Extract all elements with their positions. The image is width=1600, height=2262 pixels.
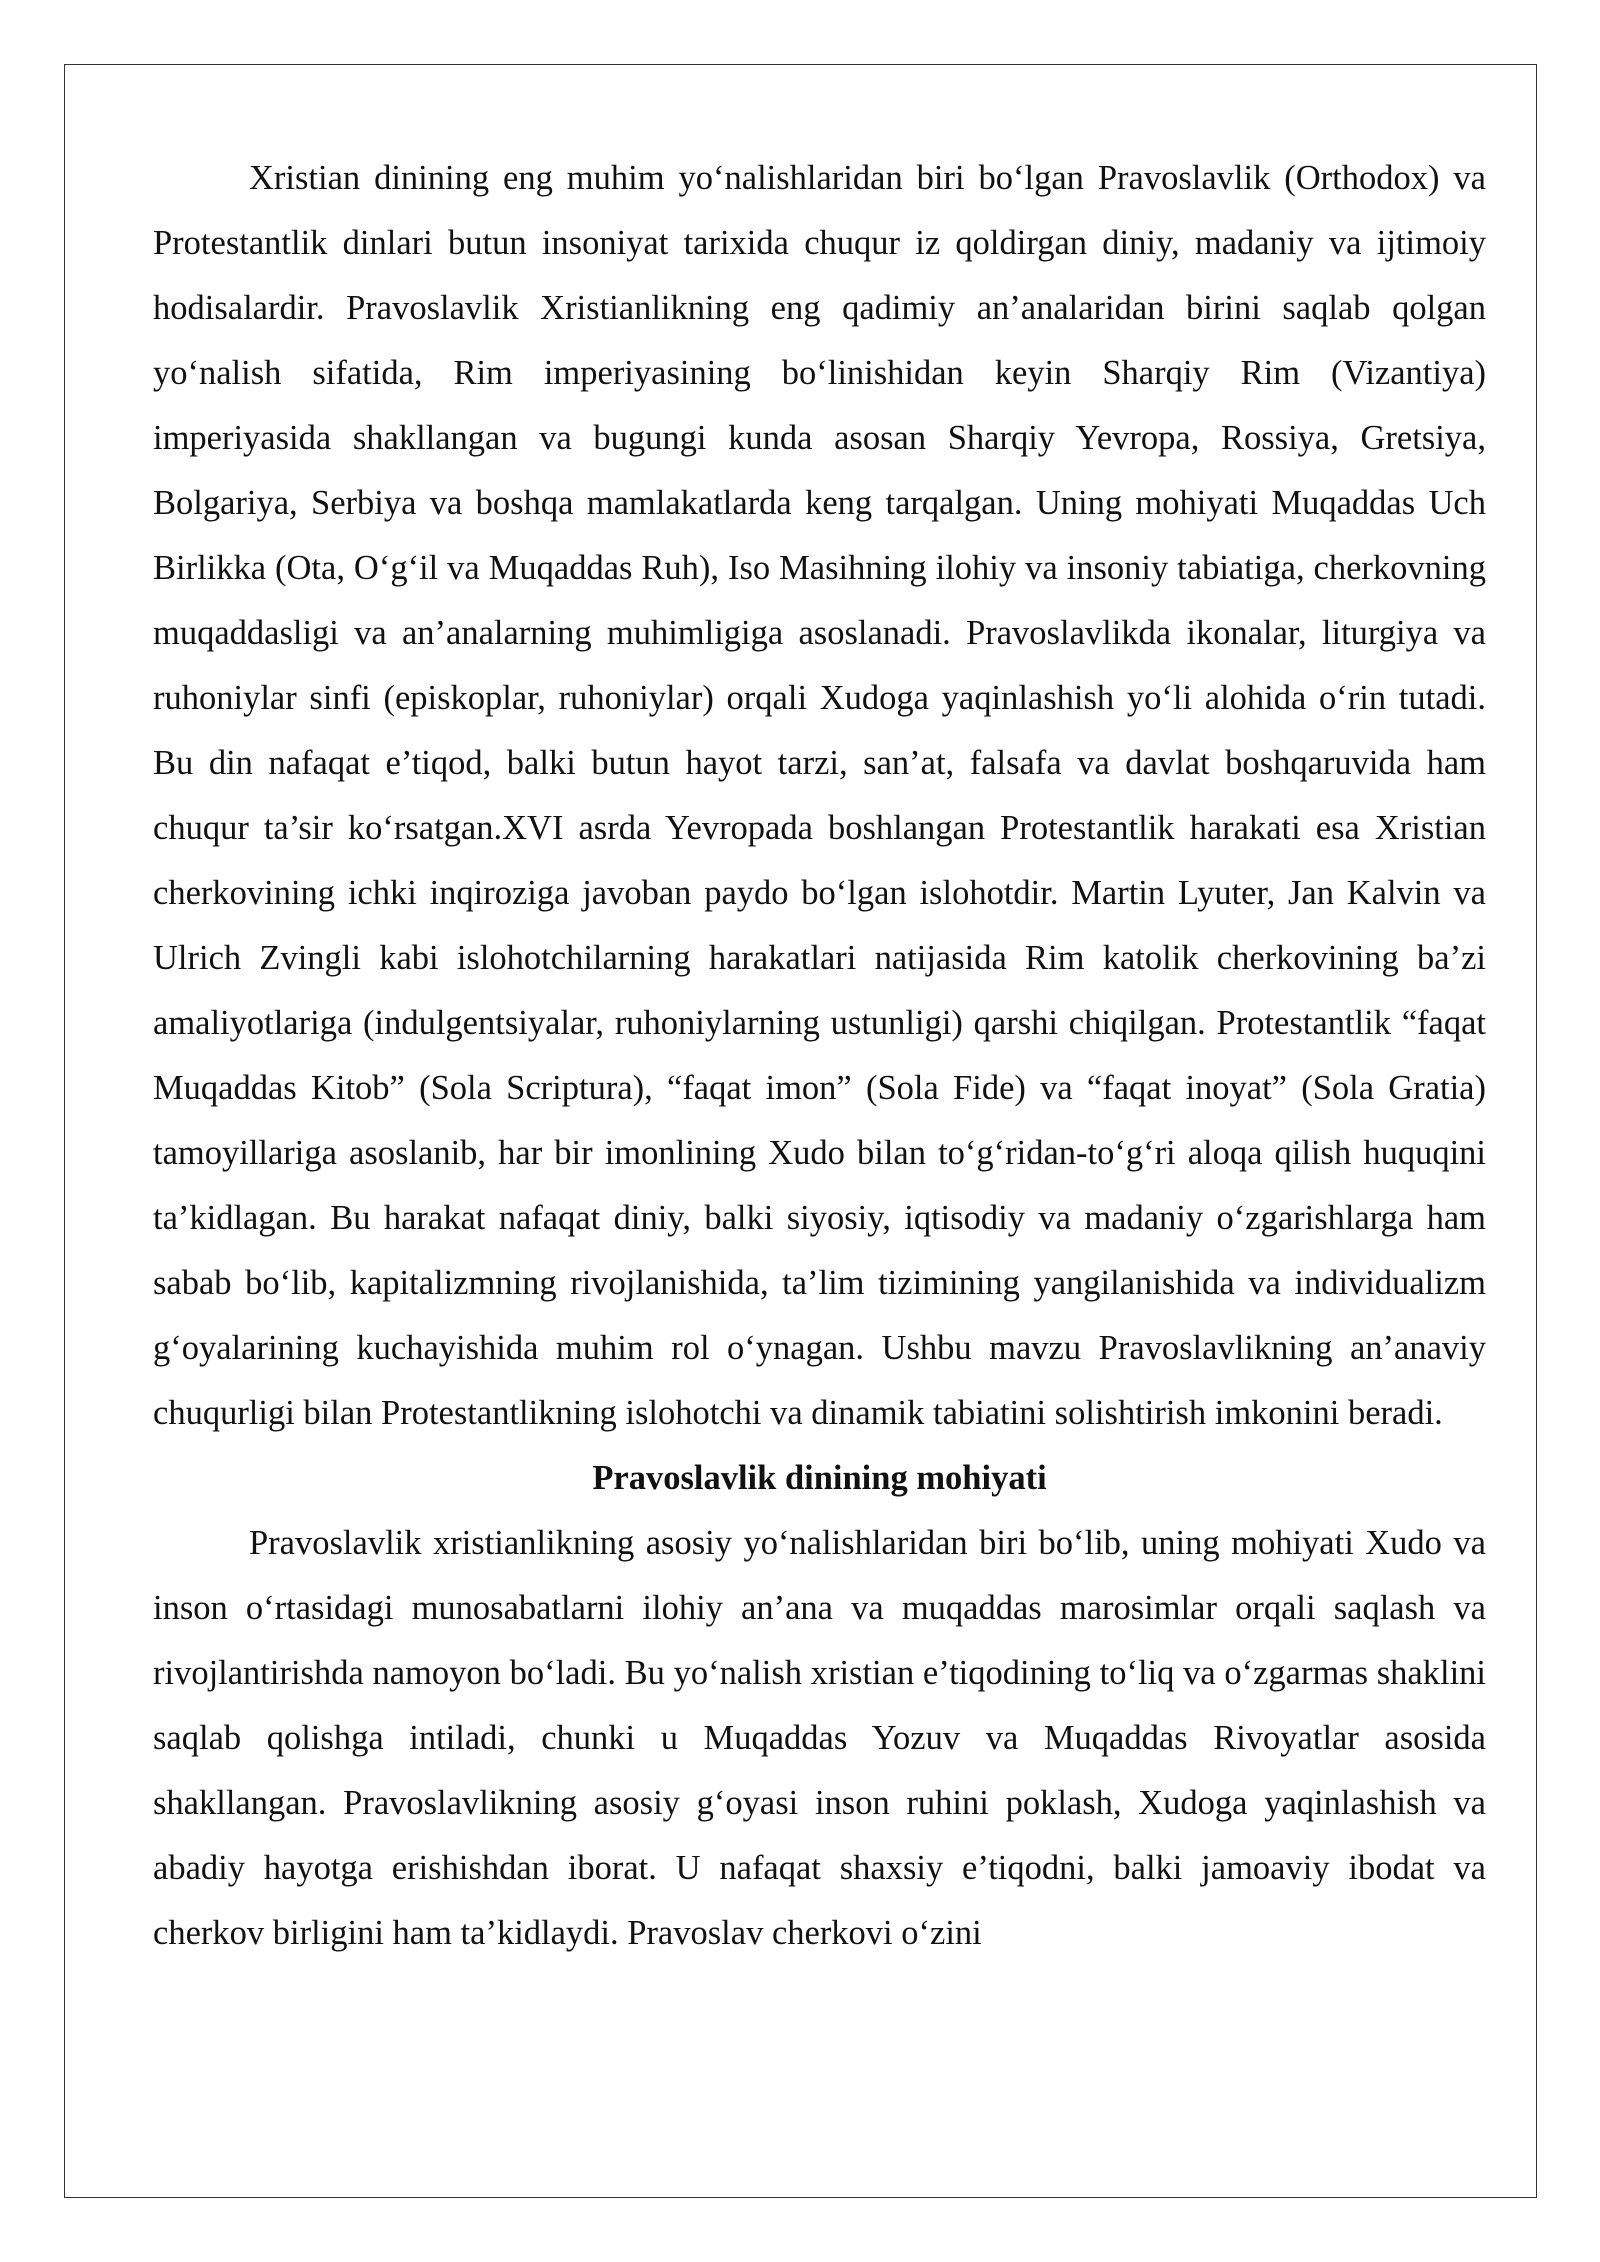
document-body bbox=[153, 146, 1486, 1966]
section-paragraph: Pravoslavlik xristianlikning asosiy yo‘nalishlaridan biri bo‘lib, uning mohiyati Xudo va inson o‘rtasidagi munosabatlarni ilohiy an’ana va muqaddas marosimlar orqali saqlash va rivojlantirishda namoyon bo‘ladi. Bu yo‘nalish xristian e’tiqodining to‘liq va o‘zgarmas shaklini saqlab qolishga intiladi, chunki u Muqaddas Yozuv va Muqaddas Rivoyatlar asosida shakllangan. Pravoslavlikning asosiy g‘oyasi inson ruhini poklash, Xudoga yaqinlashish va abadiy hayotga erishishdan iborat. U nafaqat shaxsiy e’tiqodni, balki jamoaviy ibodat va cherkov birligini ham ta’kidlaydi. Pravoslav cherkovi o‘zini bbox=[153, 1524, 1486, 1952]
intro-paragraph: Xristian dinining eng muhim yo‘nalishlaridan biri bo‘lgan Pravoslavlik (Orthodox) va Protestantlik dinlari butun insoniyat tarixida chuqur iz qoldirgan diniy, madaniy va ijtimoiy hodisalardir. Pravoslavlik Xristianlikning eng qadimiy an’analaridan birini saqlab qolgan yo‘nalish sifatida, Rim imperiyasining bo‘linishidan keyin Sharqiy Rim (Vizantiya) imperiyasida shakllangan va bugungi kunda asosan Sharqiy Yevropa, Rossiya, Gretsiya, Bolgariya, Serbiya va boshqa mamlakatlarda keng tarqalgan. Uning mohiyati Muqaddas Uch Birlikka (Ota, O‘g‘il va Muqaddas Ruh), Iso Masihning ilohiy va insoniy tabiatiga, cherkovning muqaddasligi va an’analarning muhimligiga asoslanadi. Pravoslavlikda ikonalar, liturgiya va ruhoniylar sinfi (episkoplar, ruhoniylar) orqali Xudoga yaqinlashish yo‘li alohida o‘rin tutadi. Bu din nafaqat e’tiqod, balki butun hayot tarzi, san’at, falsafa va davlat boshqaruvida ham chuqur ta’sir ko‘rsatgan.XVI asrda Yevropada boshlangan Protestantlik harakati esa Xristian cherkovining ichki inqiroziga javoban paydo bo‘lgan islohotdir. Martin Lyuter, Jan Kalvin va Ulrich Zvingli kabi islohotchilarning harakatlari natijasida Rim katolik cherkovining ba’zi amaliyotlariga (indulgentsiyalar, ruhoniylarning ustunligi) qarshi chiqilgan. Protestantlik “faqat Muqaddas Kitob” (Sola Scriptura), “faqat imon” (Sola Fide) va “faqat inoyat” (Sola Gratia) tamoyillariga asoslanib, har bir imonlining Xudo bilan to‘g‘ridan-to‘g‘ri aloqa qilish huquqini ta’kidlagan. Bu harakat nafaqat diniy, balki siyosiy, iqtisodiy va madaniy o‘zgarishlarga ham sabab bo‘lib, kapitalizmning rivojlanishida, ta’lim tizimining yangilanishida va individualizm g‘oyalarining kuchayishida muhim rol o‘ynagan. Ushbu mavzu Pravoslavlikning an’anaviy chuqurligi bilan Protestantlikning islohotchi va dinamik tabiatini solishtirish imkonini beradi. bbox=[153, 159, 1486, 1432]
section-heading: Pravoslavlik dinining mohiyati bbox=[592, 1459, 1047, 1497]
